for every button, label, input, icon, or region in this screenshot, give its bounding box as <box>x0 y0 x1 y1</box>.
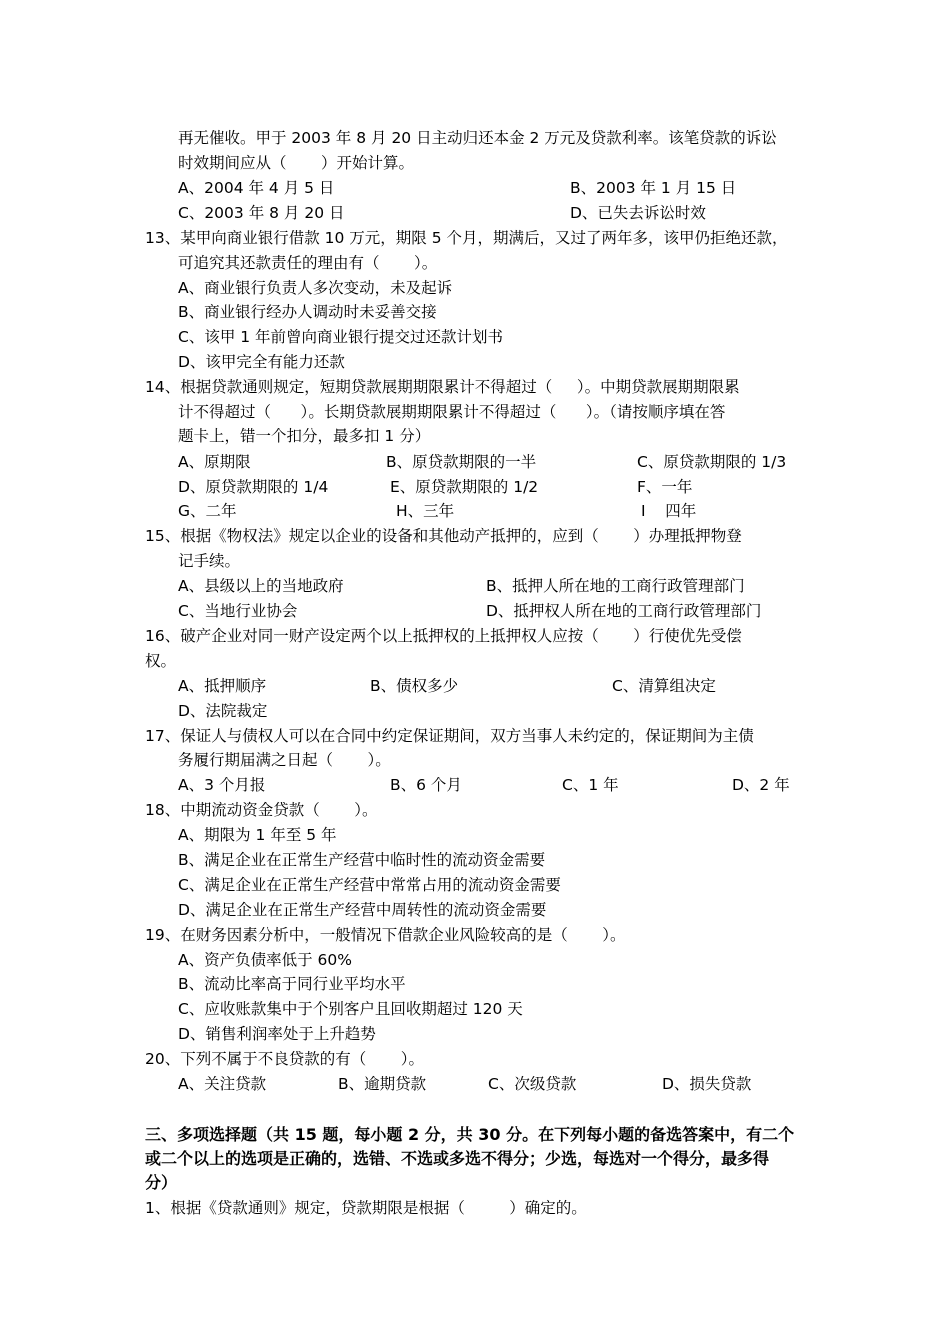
q15-option-c: C、当地行业协会 <box>178 602 298 620</box>
q19-text-line1: 19、在财务因素分析中，一般情况下借款企业风险较高的是（ ）。 <box>145 926 626 944</box>
section3-heading-line1: 三、多项选择题（共 15 题，每小题 2 分，共 30 分。在下列每小题的备选答案中，有二个 <box>145 1125 795 1144</box>
q15-option-a: A、县级以上的当地政府 <box>178 577 344 595</box>
q14-option-g: G、二年 <box>178 502 237 520</box>
q14-option-c: C、原贷款期限的 1/3 <box>637 453 787 471</box>
q16-option-c: C、清算组决定 <box>612 677 716 695</box>
q16-text-line2: 权。 <box>145 652 177 670</box>
q14-option-i: I 四年 <box>641 502 697 520</box>
q17-text-line2: 务履行期届满之日起（ ）。 <box>178 751 391 769</box>
q17-option-a: A、3 个月报 <box>178 776 266 794</box>
q12-option-b: B、2003 年 1 月 15 日 <box>570 179 737 197</box>
q17-text-line1: 17、保证人与债权人可以在合同中约定保证期间，双方当事人未约定的，保证期间为主债 <box>145 727 754 745</box>
q16-option-b: B、债权多少 <box>370 677 459 695</box>
q12-option-c: C、2003 年 8 月 20 日 <box>178 204 345 222</box>
q12-text-line2: 时效期间应从（ ）开始计算。 <box>178 154 414 172</box>
q19-option-a: A、资产负债率低于 60% <box>178 951 352 969</box>
q19-option-d: D、销售利润率处于上升趋势 <box>178 1025 376 1043</box>
q20-text-line1: 20、下列不属于不良贷款的有（ ）。 <box>145 1050 424 1068</box>
q20-option-d: D、损失贷款 <box>662 1075 752 1093</box>
q13-text-line2: 可追究其还款责任的理由有（ ）。 <box>178 254 438 272</box>
q20-option-b: B、逾期贷款 <box>338 1075 427 1093</box>
q19-option-c: C、应收账款集中于个别客户且回收期超过 120 天 <box>178 1000 523 1018</box>
q12-option-a: A、2004 年 4 月 5 日 <box>178 179 335 197</box>
q14-text-line2: 计不得超过（ ）。长期贷款展期期限累计不得超过（ ）。（请按顺序填在答 <box>178 403 726 421</box>
q13-option-a: A、商业银行负责人多次变动，未及起诉 <box>178 279 453 297</box>
q14-option-d: D、原贷款期限的 1/4 <box>178 478 329 496</box>
q17-option-b: B、6 个月 <box>390 776 462 794</box>
q18-option-d: D、满足企业在正常生产经营中周转性的流动资金需要 <box>178 901 547 919</box>
q13-text-line1: 13、某甲向商业银行借款 10 万元，期限 5 个月，期满后，又过了两年多，该甲仍拒绝还款， <box>145 229 788 247</box>
q14-option-f: F、一年 <box>637 478 693 496</box>
q17-option-d: D、2 年 <box>732 776 790 794</box>
q18-option-c: C、满足企业在正常生产经营中常常占用的流动资金需要 <box>178 876 561 894</box>
q19-option-b: B、流动比率高于同行业平均水平 <box>178 975 406 993</box>
q13-option-c: C、该甲 1 年前曾向商业银行提交过还款计划书 <box>178 328 504 346</box>
q14-option-h: H、三年 <box>396 502 455 520</box>
q18-option-a: A、期限为 1 年至 5 年 <box>178 826 337 844</box>
q12-option-d: D、已失去诉讼时效 <box>570 204 706 222</box>
q18-text-line1: 18、中期流动资金贷款（ ）。 <box>145 801 378 819</box>
q15-text-line1: 15、根据《物权法》规定以企业的设备和其他动产抵押的，应到（ ）办理抵押物登 <box>145 527 742 545</box>
q15-text-line2: 记手续。 <box>178 552 241 570</box>
q16-option-d: D、法院裁定 <box>178 702 268 720</box>
section3-heading-line2: 或二个以上的选项是正确的，选错、不选或多选不得分；少选，每选对一个得分，最多得 <box>145 1149 770 1168</box>
section3-heading-line3: 分） <box>145 1173 178 1192</box>
q16-option-a: A、抵押顺序 <box>178 677 267 695</box>
q15-option-d: D、抵押权人所在地的工商行政管理部门 <box>486 602 762 620</box>
m1-text-line1: 1、根据《贷款通则》规定，贷款期限是根据（ ）确定的。 <box>145 1199 587 1217</box>
q20-option-c: C、次级贷款 <box>488 1075 577 1093</box>
q13-option-b: B、商业银行经办人调动时未妥善交接 <box>178 303 437 321</box>
q17-option-c: C、1 年 <box>562 776 619 794</box>
q16-text-line1: 16、破产企业对同一财产设定两个以上抵押权的上抵押权人应按（ ）行使优先受偿 <box>145 627 742 645</box>
q18-option-b: B、满足企业在正常生产经营中临时性的流动资金需要 <box>178 851 546 869</box>
q14-option-b: B、原贷款期限的一半 <box>386 453 537 471</box>
q15-option-b: B、抵押人所在地的工商行政管理部门 <box>486 577 745 595</box>
q13-option-d: D、该甲完全有能力还款 <box>178 353 345 371</box>
q20-option-a: A、关注贷款 <box>178 1075 267 1093</box>
q12-text-line1: 再无催收。甲于 2003 年 8 月 20 日主动归还本金 2 万元及贷款利率。该笔贷款的诉讼 <box>178 129 777 147</box>
q14-text-line1: 14、根据贷款通则规定，短期贷款展期期限累计不得超过（ ）。中期贷款展期期限累 <box>145 378 740 396</box>
q14-text-line3: 题卡上，错一个扣分，最多扣 1 分） <box>178 427 431 445</box>
q14-option-a: A、原期限 <box>178 453 251 471</box>
q14-option-e: E、原贷款期限的 1/2 <box>390 478 539 496</box>
